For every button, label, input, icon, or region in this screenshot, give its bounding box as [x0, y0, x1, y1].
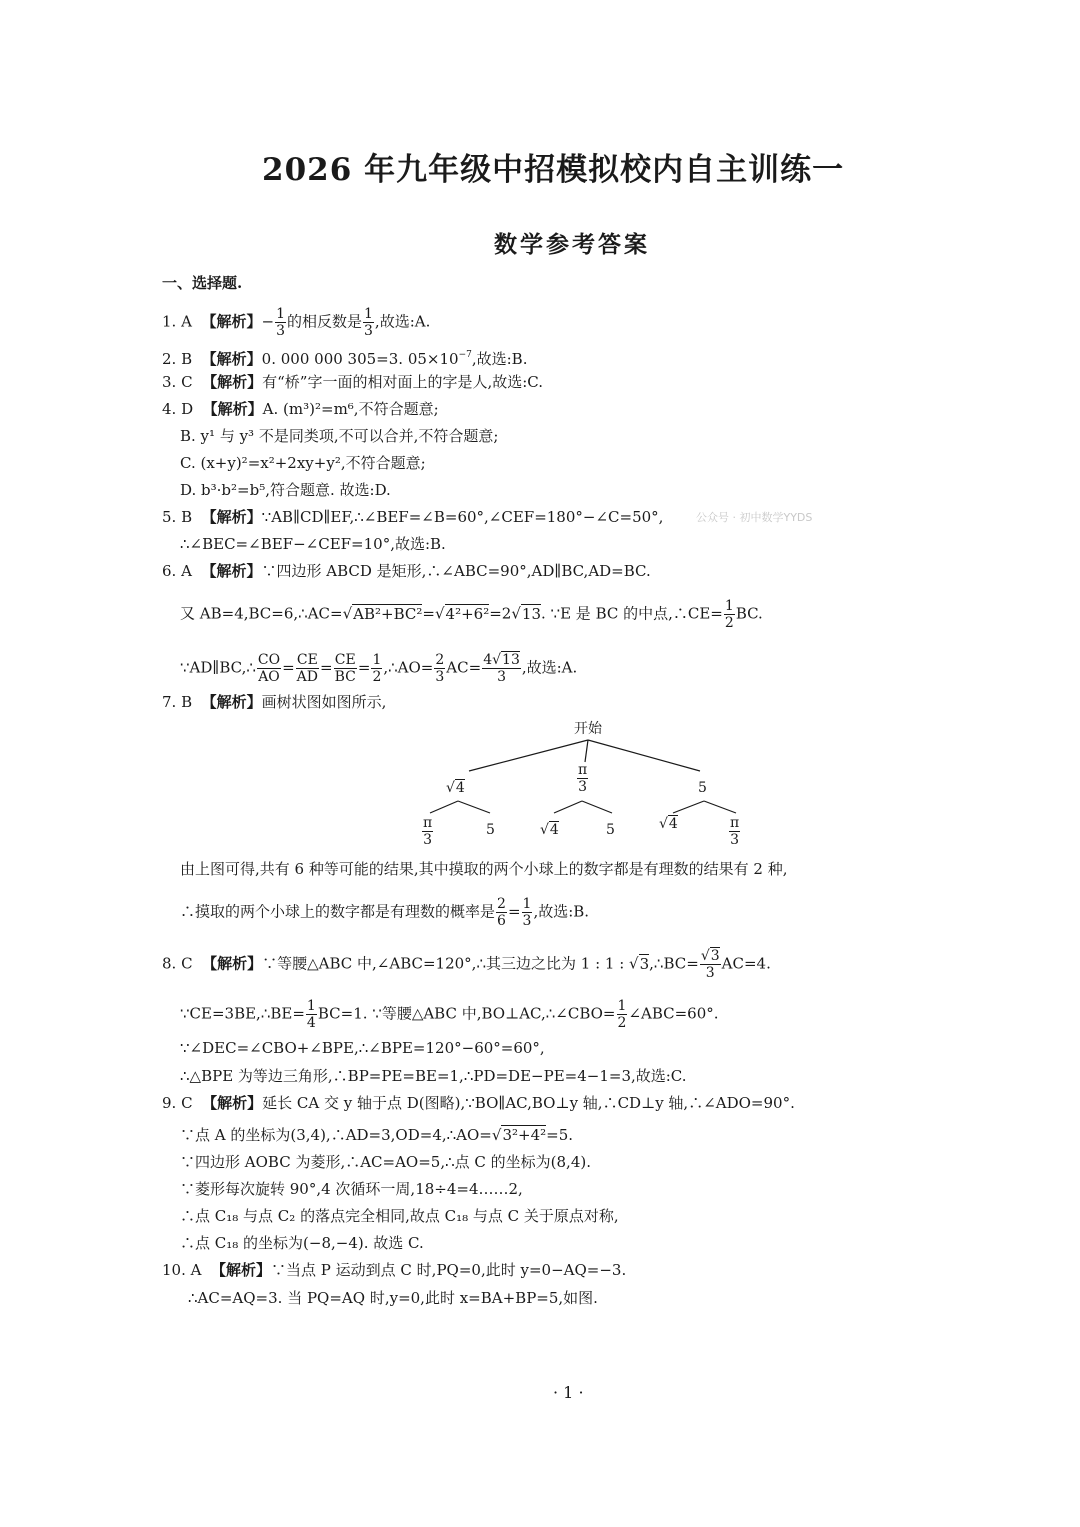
fraction: $\frac{1}{2}$	[724, 598, 734, 631]
page-number: · 1 ·	[553, 1383, 584, 1402]
answer-q7-line2: 由上图可得,共有 6 种等可能的结果,其中摸取的两个小球上的数字都是有理数的结果有 2 种,	[180, 860, 788, 878]
fraction: $\frac{1}{2}$	[617, 998, 627, 1031]
tree-node-sqrt4: √4	[446, 780, 465, 796]
answer-q4-option-d: D. b³·b²=b⁵,符合题意. 故选:D.	[180, 481, 391, 499]
answer-q6: 6. A 【解析】∵四边形 ABCD 是矩形,∴∠ABC=90°,AD∥BC,AD=BC.	[162, 562, 651, 580]
tree-node-pi-over-3: $\frac{\pi}{3}$	[578, 762, 588, 795]
fraction: $\frac{1}{2}$	[372, 652, 382, 685]
answer-q6-line2: 又 AB=4,BC=6,∴AC=√AB²+BC²=√4²+6²=2√13. ∵E 是 BC 的中点,∴CE= $\frac{1}{2}$ BC.	[180, 598, 763, 631]
tree-branch	[585, 740, 588, 762]
answer-q7: 7. B 【解析】画树状图如图所示,	[162, 693, 387, 711]
tree-leaf: 5	[606, 822, 615, 838]
answer-q4-option-c: C. (x+y)²=x²+2xy+y²,不符合题意;	[180, 454, 426, 472]
tree-branch	[458, 801, 490, 813]
answer-q6-line3: ∵AD∥BC,∴ $\frac{CO}{AO}$ = $\frac{CE}{AD}$ = $\frac{CE}{BC}$ = $\frac{1}{2}$ ,∴AO= $\frac{2}{3}$ AC= $\frac{4√13}{3}$ ,故选:A.	[180, 652, 578, 685]
page-subtitle: 数学参考答案	[494, 231, 650, 258]
answer-q10-line2: ∴AC=AQ=3. 当 PQ=AQ 时,y=0,此时 x=BA+BP=5,如图.	[188, 1289, 598, 1307]
answer-q9-line5: ∴点 C₁₈ 与点 C₂ 的落点完全相同,故点 C₁₈ 与点 C 关于原点对称,	[180, 1207, 619, 1225]
answer-q9: 9. C 【解析】延长 CA 交 y 轴于点 D(图略),∵BO∥AC,BO⊥y 轴,∴CD⊥y 轴,∴∠ADO=90°.	[162, 1094, 795, 1112]
fraction: $\frac{1}{4}$	[306, 998, 316, 1031]
answer-q9-line6: ∴点 C₁₈ 的坐标为(−8,−4). 故选 C.	[180, 1234, 424, 1252]
tree-branch	[588, 740, 700, 771]
tree-leaf: $\frac{\pi}{3}$	[423, 815, 433, 848]
answer-q1: 1. A 【解析】− $\frac{1}{3}$ 的相反数是 $\frac{1}{3}$ ,故选:A.	[162, 306, 431, 339]
tree-leaf: 5	[486, 822, 495, 838]
section-heading: 一、选择题.	[162, 274, 243, 292]
answer-q9-line4: ∵菱形每次旋转 90°,4 次循环一周,18÷4=4……2,	[180, 1180, 523, 1198]
tree-branch	[673, 801, 704, 813]
answer-q8: 8. C 【解析】∵等腰△ABC 中,∠ABC=120°,∴其三边之比为 1 : 1 : √3,∴BC= $\frac{√3}{3}$ AC=4.	[162, 948, 771, 981]
fraction: $\frac{CE}{AD}$	[296, 652, 319, 685]
tree-branch	[582, 801, 612, 813]
tree-leaf: √4	[659, 816, 678, 832]
answer-q4-option-b: B. y¹ 与 y³ 不是同类项,不可以合并,不符合题意;	[180, 427, 499, 445]
fraction: $\frac{√3}{3}$	[700, 948, 720, 981]
page-title: 2026 年九年级中招模拟校内自主训练一	[262, 152, 845, 188]
tree-branch	[469, 740, 588, 771]
tree-root: 开始	[574, 721, 602, 737]
fraction: $\frac{2}{3}$	[435, 652, 445, 685]
answer-q5: 5. B 【解析】∵AB∥CD∥EF,∴∠BEF=∠B=60°,∠CEF=180°−∠C=50°,	[162, 508, 664, 526]
tree-branch	[430, 801, 458, 813]
fraction: $\frac{2}{6}$	[497, 896, 506, 929]
tree-leaf: √4	[540, 822, 559, 838]
answer-q3: 3. C 【解析】有“桥”字一面的相对面上的字是人,故选:C.	[162, 373, 543, 391]
fraction: $\frac{1}{3}$	[522, 896, 532, 929]
fraction: $\frac{CO}{AO}$	[257, 652, 281, 685]
answer-q7-line3: ∴摸取的两个小球上的数字都是有理数的概率是 $\frac{2}{6}$ = $\frac{1}{3}$ ,故选:B.	[180, 896, 590, 929]
answer-q8-line4: ∴△BPE 为等边三角形,∴BP=PE=BE=1,∴PD=DE−PE=4−1=3,故选:C.	[180, 1067, 687, 1085]
tree-leaf: $\frac{\pi}{3}$	[730, 815, 740, 848]
fraction: $\frac{1}{3}$	[276, 306, 285, 339]
answer-q2: 2. B 【解析】0. 000 000 305=3. $05\times 10^{-7}$,故选:B.	[162, 350, 528, 368]
tree-branch	[554, 801, 582, 813]
answer-q9-line2: ∵点 A 的坐标为(3,4),∴AD=3,OD=4,∴AO=√3²+4²=5.	[180, 1126, 574, 1144]
answer-q9-line3: ∵四边形 AOBC 为菱形,∴AC=AO=5,∴点 C 的坐标为(8,4).	[180, 1153, 591, 1171]
answer-q5-line2: ∴∠BEC=∠BEF−∠CEF=10°,故选:B.	[180, 535, 446, 553]
answer-q10: 10. A 【解析】∵当点 P 运动到点 C 时,PQ=0,此时 y=0−AQ=−3.	[162, 1261, 627, 1279]
fraction: $\frac{1}{3}$	[364, 306, 373, 339]
fraction: $\frac{4√13}{3}$	[483, 652, 520, 685]
tree-node-5: 5	[698, 780, 707, 796]
answer-q4: 4. D 【解析】A. (m³)²=m⁶,不符合题意;	[162, 400, 439, 418]
answer-q8-line3: ∵∠DEC=∠CBO+∠BPE,∴∠BPE=120°−60°=60°,	[180, 1039, 545, 1057]
watermark: 公众号 · 初中数学YYDS	[696, 511, 813, 524]
tree-branch	[704, 801, 736, 813]
answer-q8-line2: ∵CE=3BE,∴BE= $\frac{1}{4}$ BC=1. ∵等腰△ABC 中,BO⊥AC,∴∠CBO= $\frac{1}{2}$ ∠ABC=60°.	[180, 998, 719, 1031]
fraction: $\frac{CE}{BC}$	[334, 652, 356, 685]
